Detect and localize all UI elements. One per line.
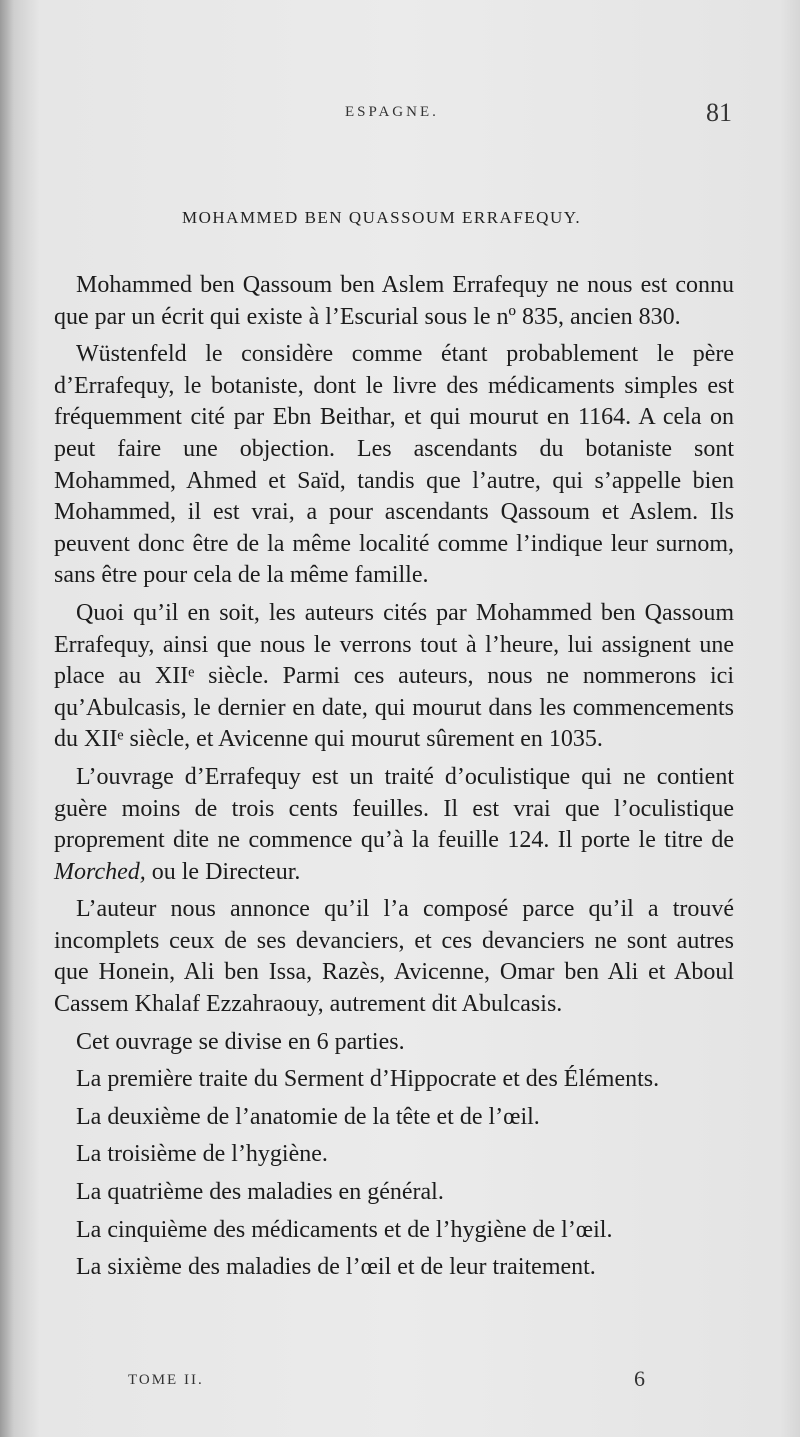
- list-item: La deuxième de l’anatomie de la tête et de l’œil.: [76, 1103, 540, 1130]
- signature-mark: TOME II.: [128, 1372, 204, 1388]
- paragraph: Quoi qu’il en soit, les auteurs cités par Mohammed ben Qassoum Errafequy, ainsi que nous le verrons tout à l’heure, lui assignent une place au XIIᵉ siècle. Parmi ces auteurs, nous ne nommerons ici qu’Abulcasis, le dernier en date, qui mourut dans les commencements du XIIᵉ siècle, et Avicenne qui mourut sûrement en 1035.: [54, 599, 734, 753]
- paragraph-text: L’ouvrage d’Errafequy est un traité d’oculistique qui ne contient guère moins de trois cents feuilles. Il est vrai que l’oculistique proprement dite ne commence qu’à la feuille 124. Il porte le titre de: [54, 763, 734, 854]
- paragraph: [54, 762, 734, 888]
- paragraph: Mohammed ben Qassoum ben Aslem Errafequy ne nous est connu que par un écrit qui existe à l’Escurial sous le nº 835, ancien 830.: [54, 272, 734, 330]
- chapter-title: MOHAMMED BEN QUASSOUM ERRAFEQUY.: [182, 208, 582, 227]
- running-head: ESPAGNE.: [345, 104, 439, 120]
- list-item: La quatrième des maladies en général.: [76, 1179, 444, 1206]
- list-item: La troisième de l’hygiène.: [76, 1141, 328, 1168]
- list-item: La cinquième des médicaments et de l’hygiène de l’œil.: [76, 1216, 613, 1243]
- list-item: Cet ouvrage se divise en 6 parties.: [76, 1028, 405, 1055]
- body-text: [54, 270, 734, 1284]
- page-number: 81: [706, 98, 732, 127]
- paragraph-text: ou le Directeur.: [145, 858, 301, 885]
- paragraph: Wüstenfeld le considère comme étant probablement le père d’Errafequy, le botaniste, dont le livre des médicaments simples est fréquemment cité par Ebn Beithar, et qui mourut en 1164. A cela on peut faire une objection. Les ascendants du botaniste sont Mohammed, Ahmed et Saïd, tandis que l’autre, qui s’appelle bien Mohammed, il est vrai, a pour ascendants Qassoum et Aslem. Ils peuvent donc être de la même localité comme l’indique leur surnom, sans être pour cela de la même famille.: [54, 341, 734, 589]
- list-item: La sixième des maladies de l’œil et de leur traitement.: [76, 1254, 596, 1281]
- sheet-number: 6: [634, 1366, 645, 1391]
- list-item: La première traite du Serment d’Hippocrate et des Éléments.: [76, 1066, 660, 1093]
- book-title-italic: Morched,: [54, 858, 146, 885]
- paragraph: L’auteur nous annonce qu’il l’a composé parce qu’il a trouvé incomplets ceux de ses devanciers, et ces devanciers ne sont autres que Honein, Ali ben Issa, Razès, Avicenne, Omar ben Ali et Aboul Cassem Khalaf Ezzahraouy, autrement dit Abulcasis.: [54, 896, 734, 1018]
